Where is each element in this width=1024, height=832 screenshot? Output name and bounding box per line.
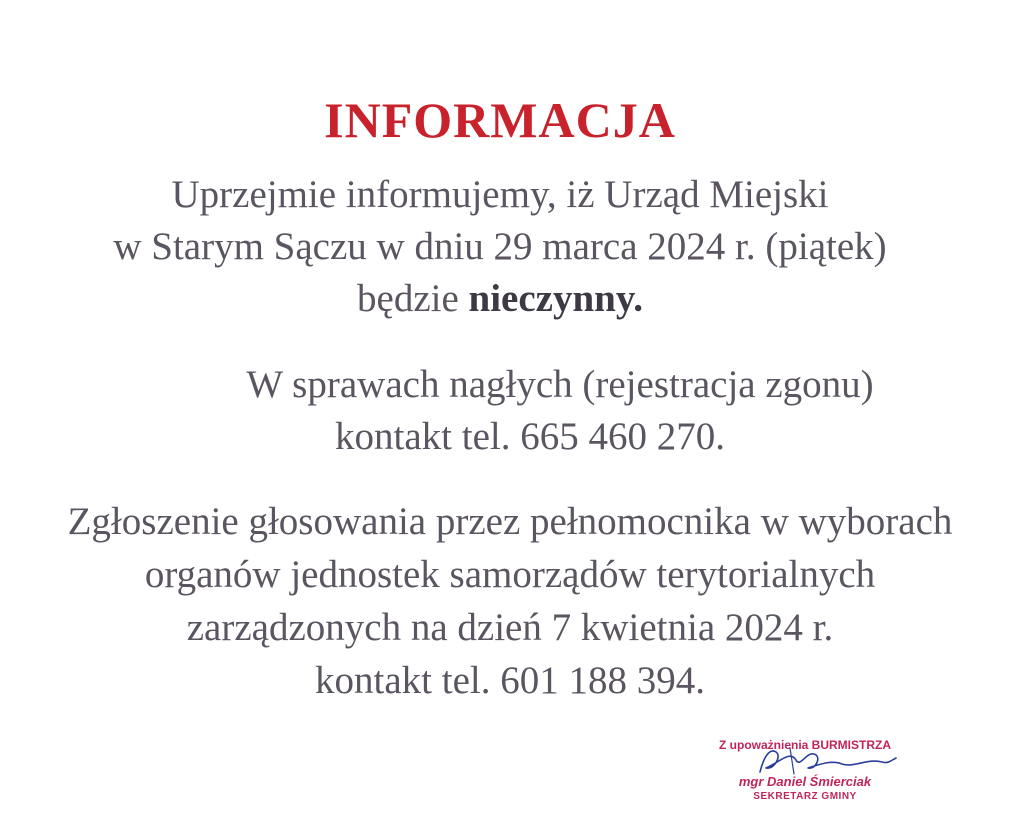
notice-heading: INFORMACJA <box>324 92 676 148</box>
closure-line-1: Uprzejmie informujemy, iż Urząd Miejski <box>171 173 829 216</box>
proxy-line-1: Zgłoszenie głosowania przez pełnomocnika w wyborach <box>67 500 953 543</box>
proxy-line-3: zarządzonych na dzień 7 kwietnia 2024 r. <box>186 606 834 649</box>
emergency-line-1: W sprawach nagłych (rejestracja zgonu) <box>246 363 874 406</box>
emergency-phone: kontakt tel. 665 460 270. <box>335 415 725 458</box>
official-stamp <box>690 734 920 814</box>
closure-line-3 <box>0 274 1000 324</box>
proxy-line-2: organów jednostek samorządów terytorialnych <box>144 553 876 596</box>
closure-line-2: w Starym Sączu w dniu 29 marca 2024 r. (piątek) <box>113 225 887 268</box>
stamp-role: SEKRETARZ GMINY <box>753 791 857 802</box>
stamp-name: mgr Daniel Śmierciak <box>738 774 872 789</box>
closure-line-3-prefix: będzie <box>357 277 469 320</box>
closed-status: nieczynny. <box>468 277 643 320</box>
proxy-phone: kontakt tel. 601 188 394. <box>315 659 705 702</box>
handwritten-signature <box>750 742 900 778</box>
stamp-authority: Z upoważnienia BURMISTRZA <box>719 738 891 752</box>
